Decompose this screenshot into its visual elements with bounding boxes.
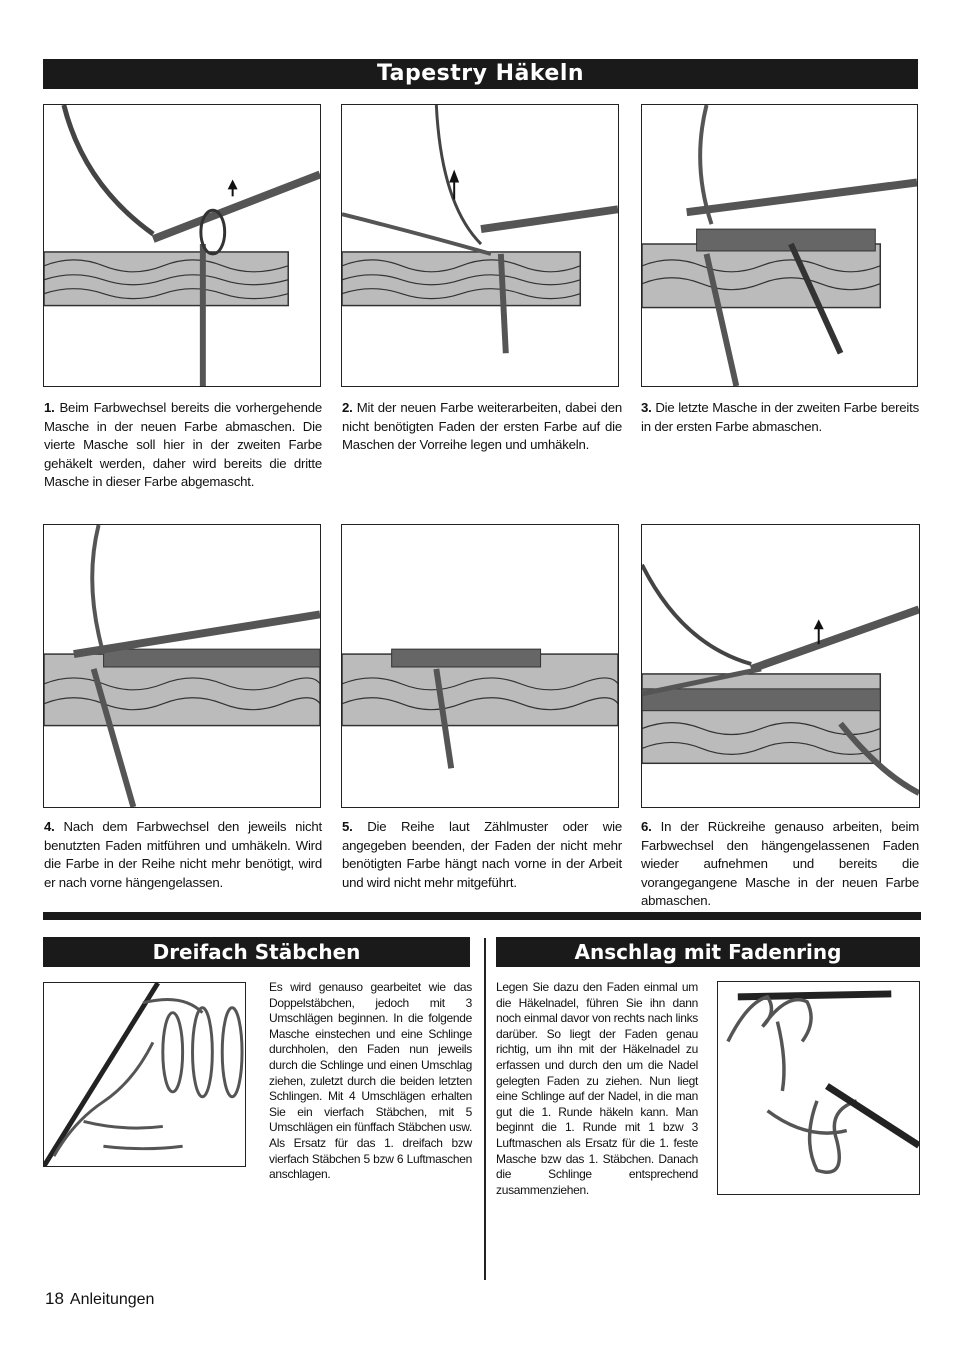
step-6-illustration bbox=[641, 524, 920, 808]
dreifach-text: Es wird genauso gearbeitet wie das Doppelstäbchen, jedoch mit 3 Umschlägen beginnen. In die folgende Masche einstechen und eine Schlinge durchholen, den Faden nun jeweils durch die Schlinge und einen Umschlag ziehen, zuletzt durch die beiden letzten Schlingen. Mit 4 Umschlägen erhalten Sie ein vierfach Stäbchen, mit 5 Umschlägen ein fünffach Stäbchen usw. Als Ersatz für das 1. dreifach bzw vierfach Stäbchen 5 bzw 6 Luftmaschen anschlagen. bbox=[269, 980, 472, 1182]
step-3-caption: 3. Die letzte Masche in der zweiten Farbe bereits in der ersten Farbe abmaschen. bbox=[641, 400, 919, 434]
step-2-caption: 2. Mit der neuen Farbe weiterarbeiten, dabei den nicht benötigten Faden der ersten Farbe auf die Maschen der Vorreihe legen und umhäkeln. bbox=[342, 400, 622, 452]
page-footer bbox=[45, 1289, 154, 1309]
page-title: Tapestry Häkeln bbox=[43, 59, 918, 89]
step-4-caption: 4. Nach dem Farbwechsel den jeweils nicht benutzten Faden mitführen und umhäkeln. Wird die Farbe in der Reihe nicht mehr benötigt, wird er nach vorne hängengelassen. bbox=[44, 819, 322, 890]
step-5-illustration bbox=[341, 524, 619, 808]
page-number: 18 bbox=[45, 1289, 64, 1308]
dreifach-title: Dreifach Stäbchen bbox=[43, 937, 470, 967]
step-1-caption: 1. Beim Farbwechsel bereits die vorhergehende Masche in der neuen Farbe abmaschen. Die vierte Masche soll hier in der zweiten Farbe gehäkelt werden, daher wird bereits die dritte Masche in dieser Farbe abgemascht. bbox=[44, 400, 322, 489]
footer-section: Anleitungen bbox=[69, 1291, 155, 1308]
dreifach-illustration bbox=[43, 982, 246, 1167]
step-2-illustration bbox=[341, 104, 619, 387]
fadenring-illustration bbox=[717, 981, 920, 1195]
step-4-illustration bbox=[43, 524, 321, 808]
step-6-caption: 6. In der Rückreihe genauso arbeiten, beim Farbwechsel den hängengelassenen Faden wieder aufnehmen und bereits die vorangegangene Masche in der neuen Farbe abmaschen. bbox=[641, 819, 919, 908]
section-divider bbox=[43, 912, 921, 920]
step-3-illustration bbox=[641, 104, 918, 387]
column-separator bbox=[484, 938, 486, 1280]
step-1-illustration bbox=[43, 104, 321, 387]
fadenring-title: Anschlag mit Fadenring bbox=[496, 937, 920, 967]
step-5-caption: 5. Die Reihe laut Zählmuster oder wie angegeben beenden, der Faden der nicht mehr benötigten Farbe hängt nach vorne in der Arbeit und wird nicht mehr mitgeführt. bbox=[342, 819, 622, 890]
fadenring-text: Legen Sie dazu den Faden einmal um die Häkelnadel, führen Sie ihn dann noch einmal davor von rechts nach links darüber. So liegt der Faden genau richtig, um ihn mit der Häkelnadel zu erfassen und durch den um die Nadel gelegten Faden zu ziehen. Nun liegt eine Schlinge auf der Nadel, in die man gut die 1. Runde häkeln kann. Man beginnt die 1. Runde mit 1 bzw 3 Luftmaschen als Ersatz für die 1. feste Masche bzw das 1. Stäbchen. Danach die Schlinge entsprechend zusammenziehen. bbox=[496, 980, 698, 1197]
